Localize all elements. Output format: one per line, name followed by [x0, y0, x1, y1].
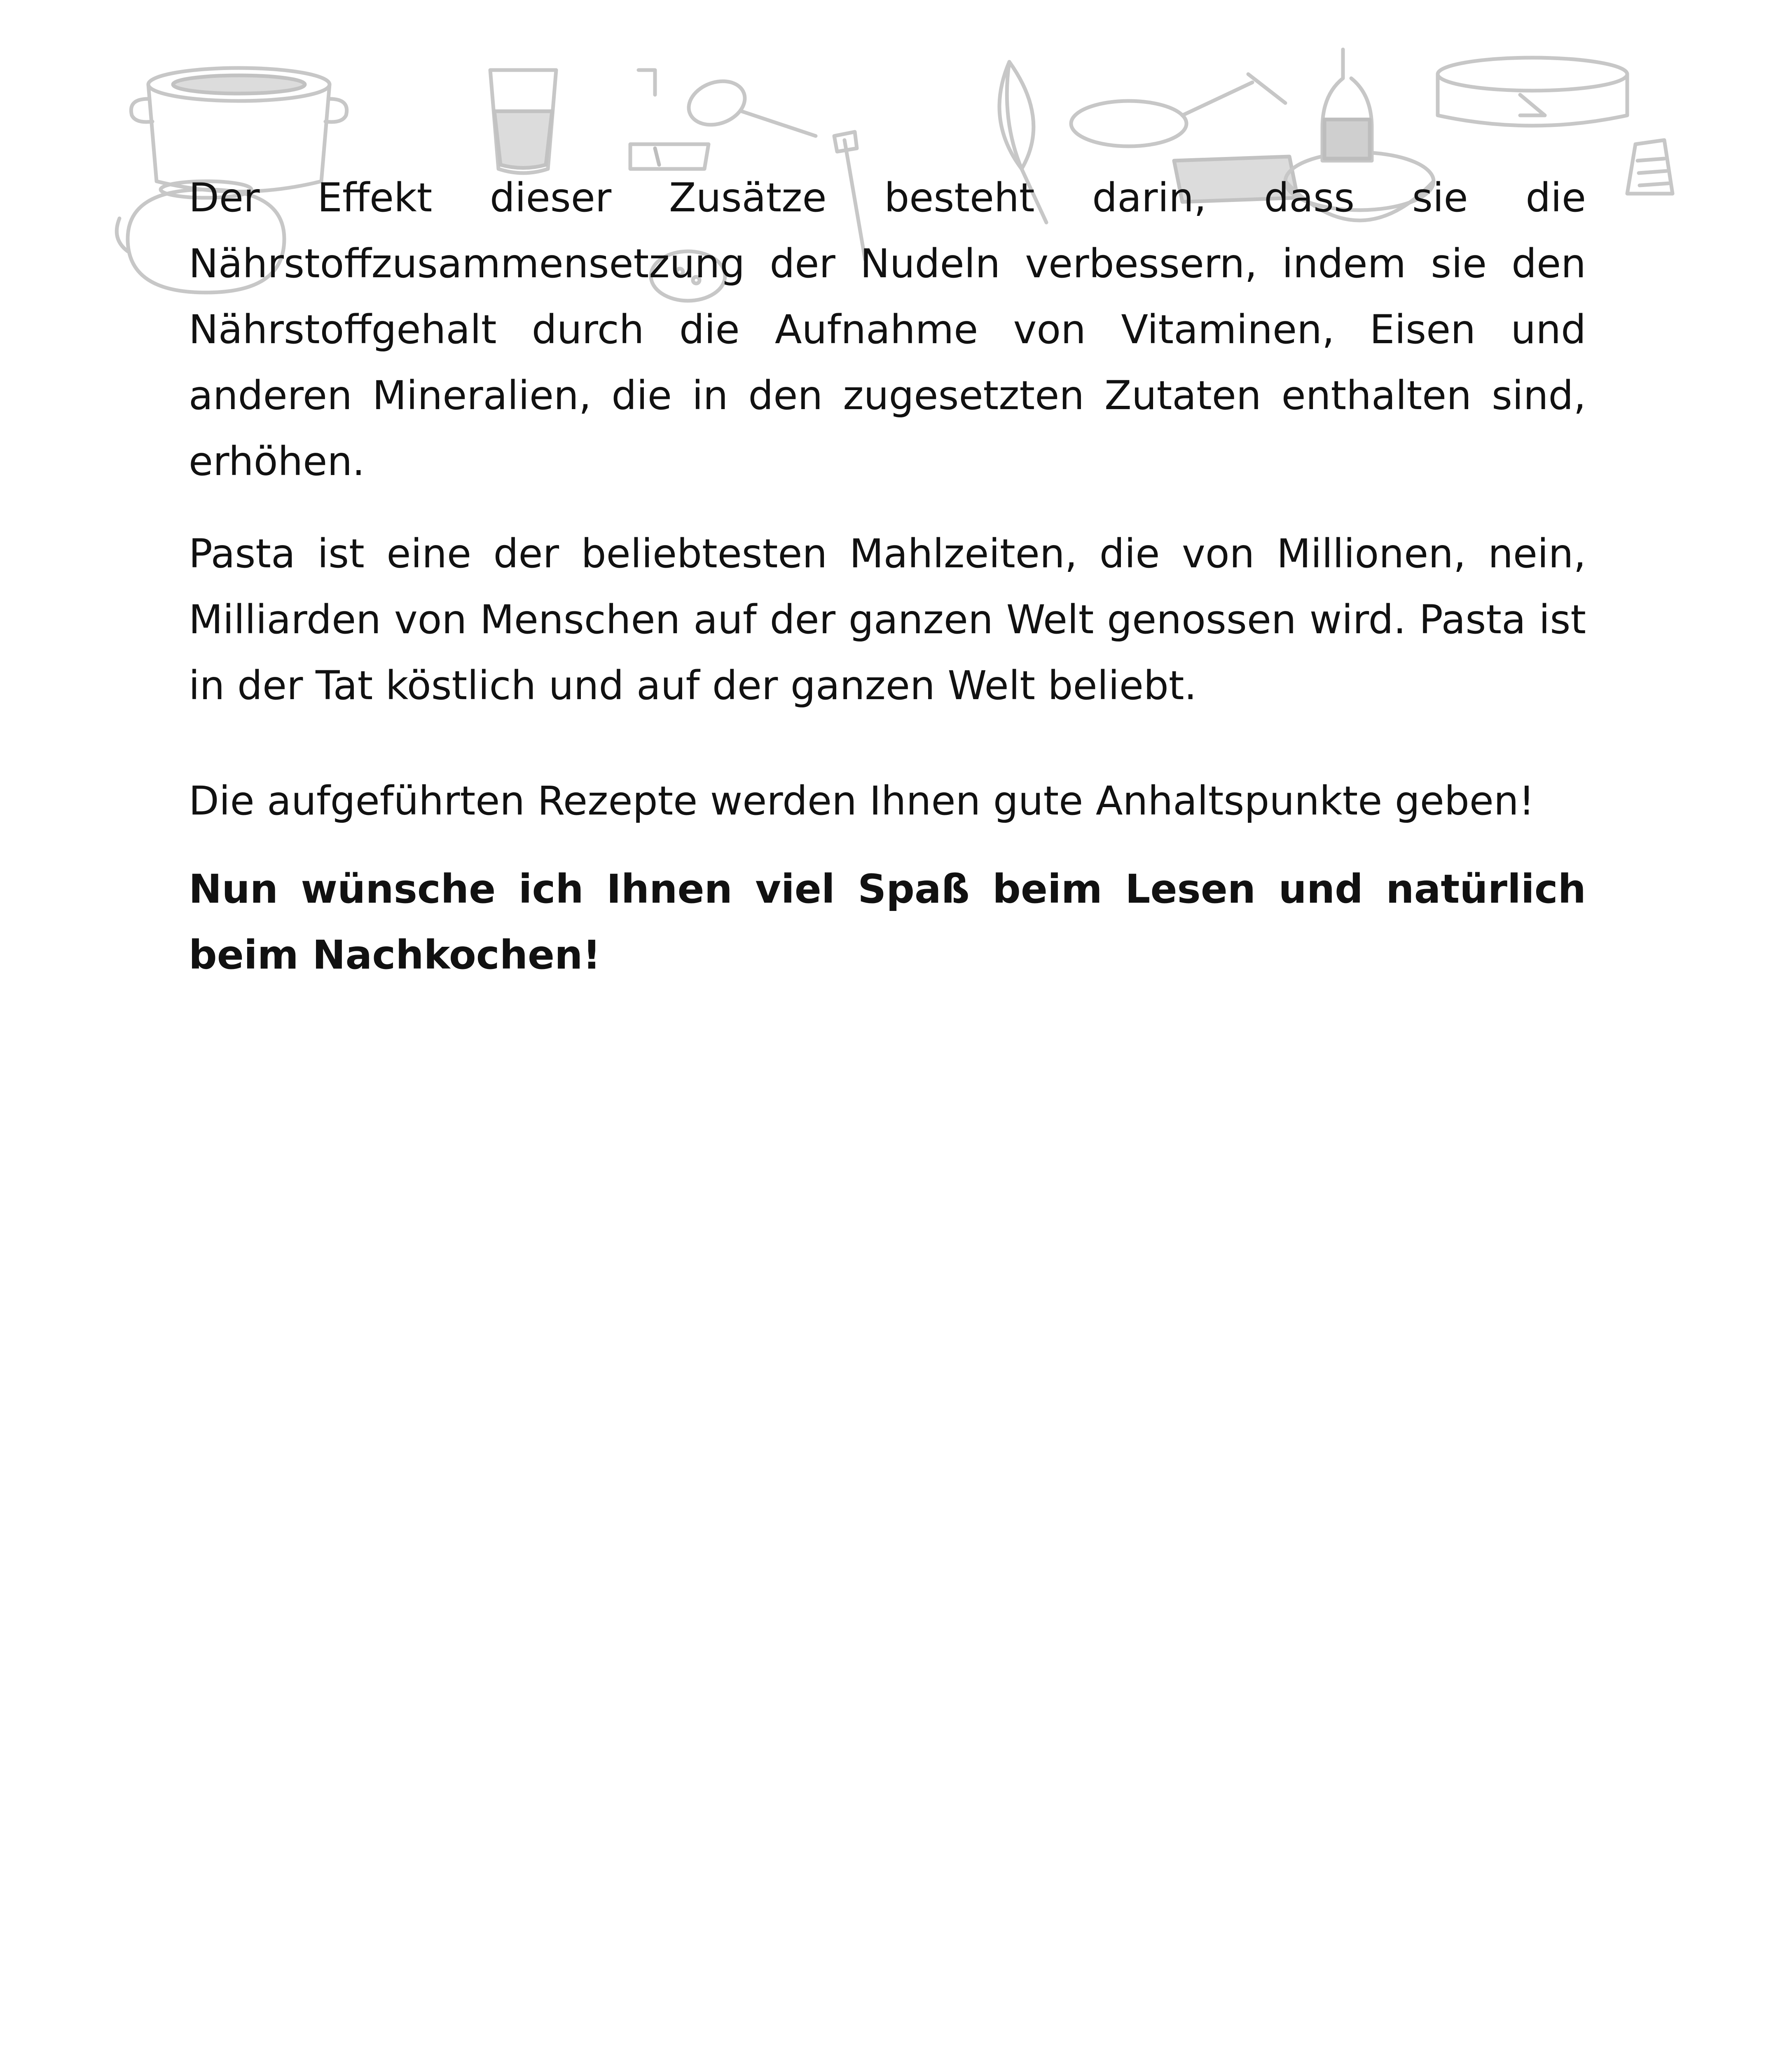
paragraph-recipes: Die aufgeführten Rezepte werden Ihnen gute Anhaltspunkte geben!: [189, 778, 1535, 824]
spoon-icon: [639, 70, 816, 136]
cake-tin-icon: [1438, 58, 1627, 126]
body-text: [189, 165, 1586, 988]
paragraph-pasta-popularity: Pasta ist eine der beliebtesten Mahlzeiten, die von Millionen, nein, Milliarden von Menschen auf der ganzen Welt genossen wird. Pasta ist in der Tat köstlich und auf der ganzen Welt beliebt.: [189, 531, 1586, 709]
grater-icon: [1627, 140, 1673, 194]
paragraph-nutrients: Der Effekt dieser Zusätze besteht darin, dass sie die Nährstoffzusammensetzung der Nudeln verbessern, indem sie den Nährstoffgehalt durch die Aufnahme von Vitaminen, Eisen und anderen Mineralien, die in den zugesetzten Zutaten enthalten sind, erhöhen.: [189, 175, 1586, 485]
closing-wish: Nun wünsche ich Ihnen viel Spaß beim Lesen und natürlich beim Nachkochen!: [189, 866, 1586, 978]
glass-icon: [490, 70, 556, 173]
frying-pan-icon: [1071, 82, 1252, 146]
carafe-icon: [1322, 49, 1372, 161]
